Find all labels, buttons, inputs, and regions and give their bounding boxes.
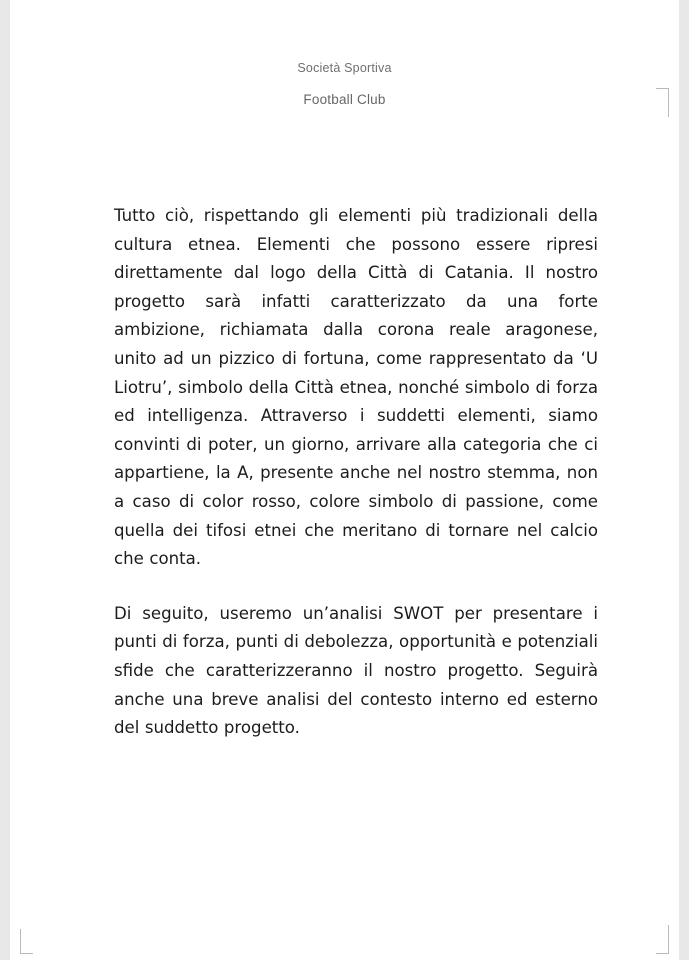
crop-mark-bottom-right-icon [656, 925, 669, 954]
body-paragraph: Di seguito, useremo un’analisi SWOT per presentare i punti di forza, punti di debolezza, opportunità e potenziali sfide che caratterizzeranno il nostro progetto. Seguirà anche una breve analisi del contesto interno ed esterno del suddetto progetto. [114, 603, 598, 738]
crop-mark-bottom-left-icon [20, 929, 33, 954]
header-subtitle: Football Club [303, 92, 386, 107]
document-page [10, 0, 679, 960]
body-paragraph: Tutto ciò, rispettando gli elementi più tradizionali della cultura etnea. Elementi che possono essere ripresi direttamente dal logo della Città di Catania. Il nostro progetto sarà infatti caratterizzato da una forte ambizione, richiamata dalla corona reale aragonese, unito ad un pizzico di fortuna, come rappresentato da ‘U Liotru’, simbolo della Città etnea, nonché simbolo di forza ed intelligenza. Attraverso i suddetti elementi, siamo convinti di poter, un giorno, arrivare alla categoria che ci appartiene, la A, presente anche nel nostro stemma, non a caso di color rosso, colore simbolo di passione, come quella dei tifosi etnei che meritano di tornare nel calcio che conta. [114, 206, 598, 569]
document-header [10, 58, 679, 110]
header-organization-name: Società Sportiva [297, 61, 392, 75]
document-body [114, 202, 598, 743]
